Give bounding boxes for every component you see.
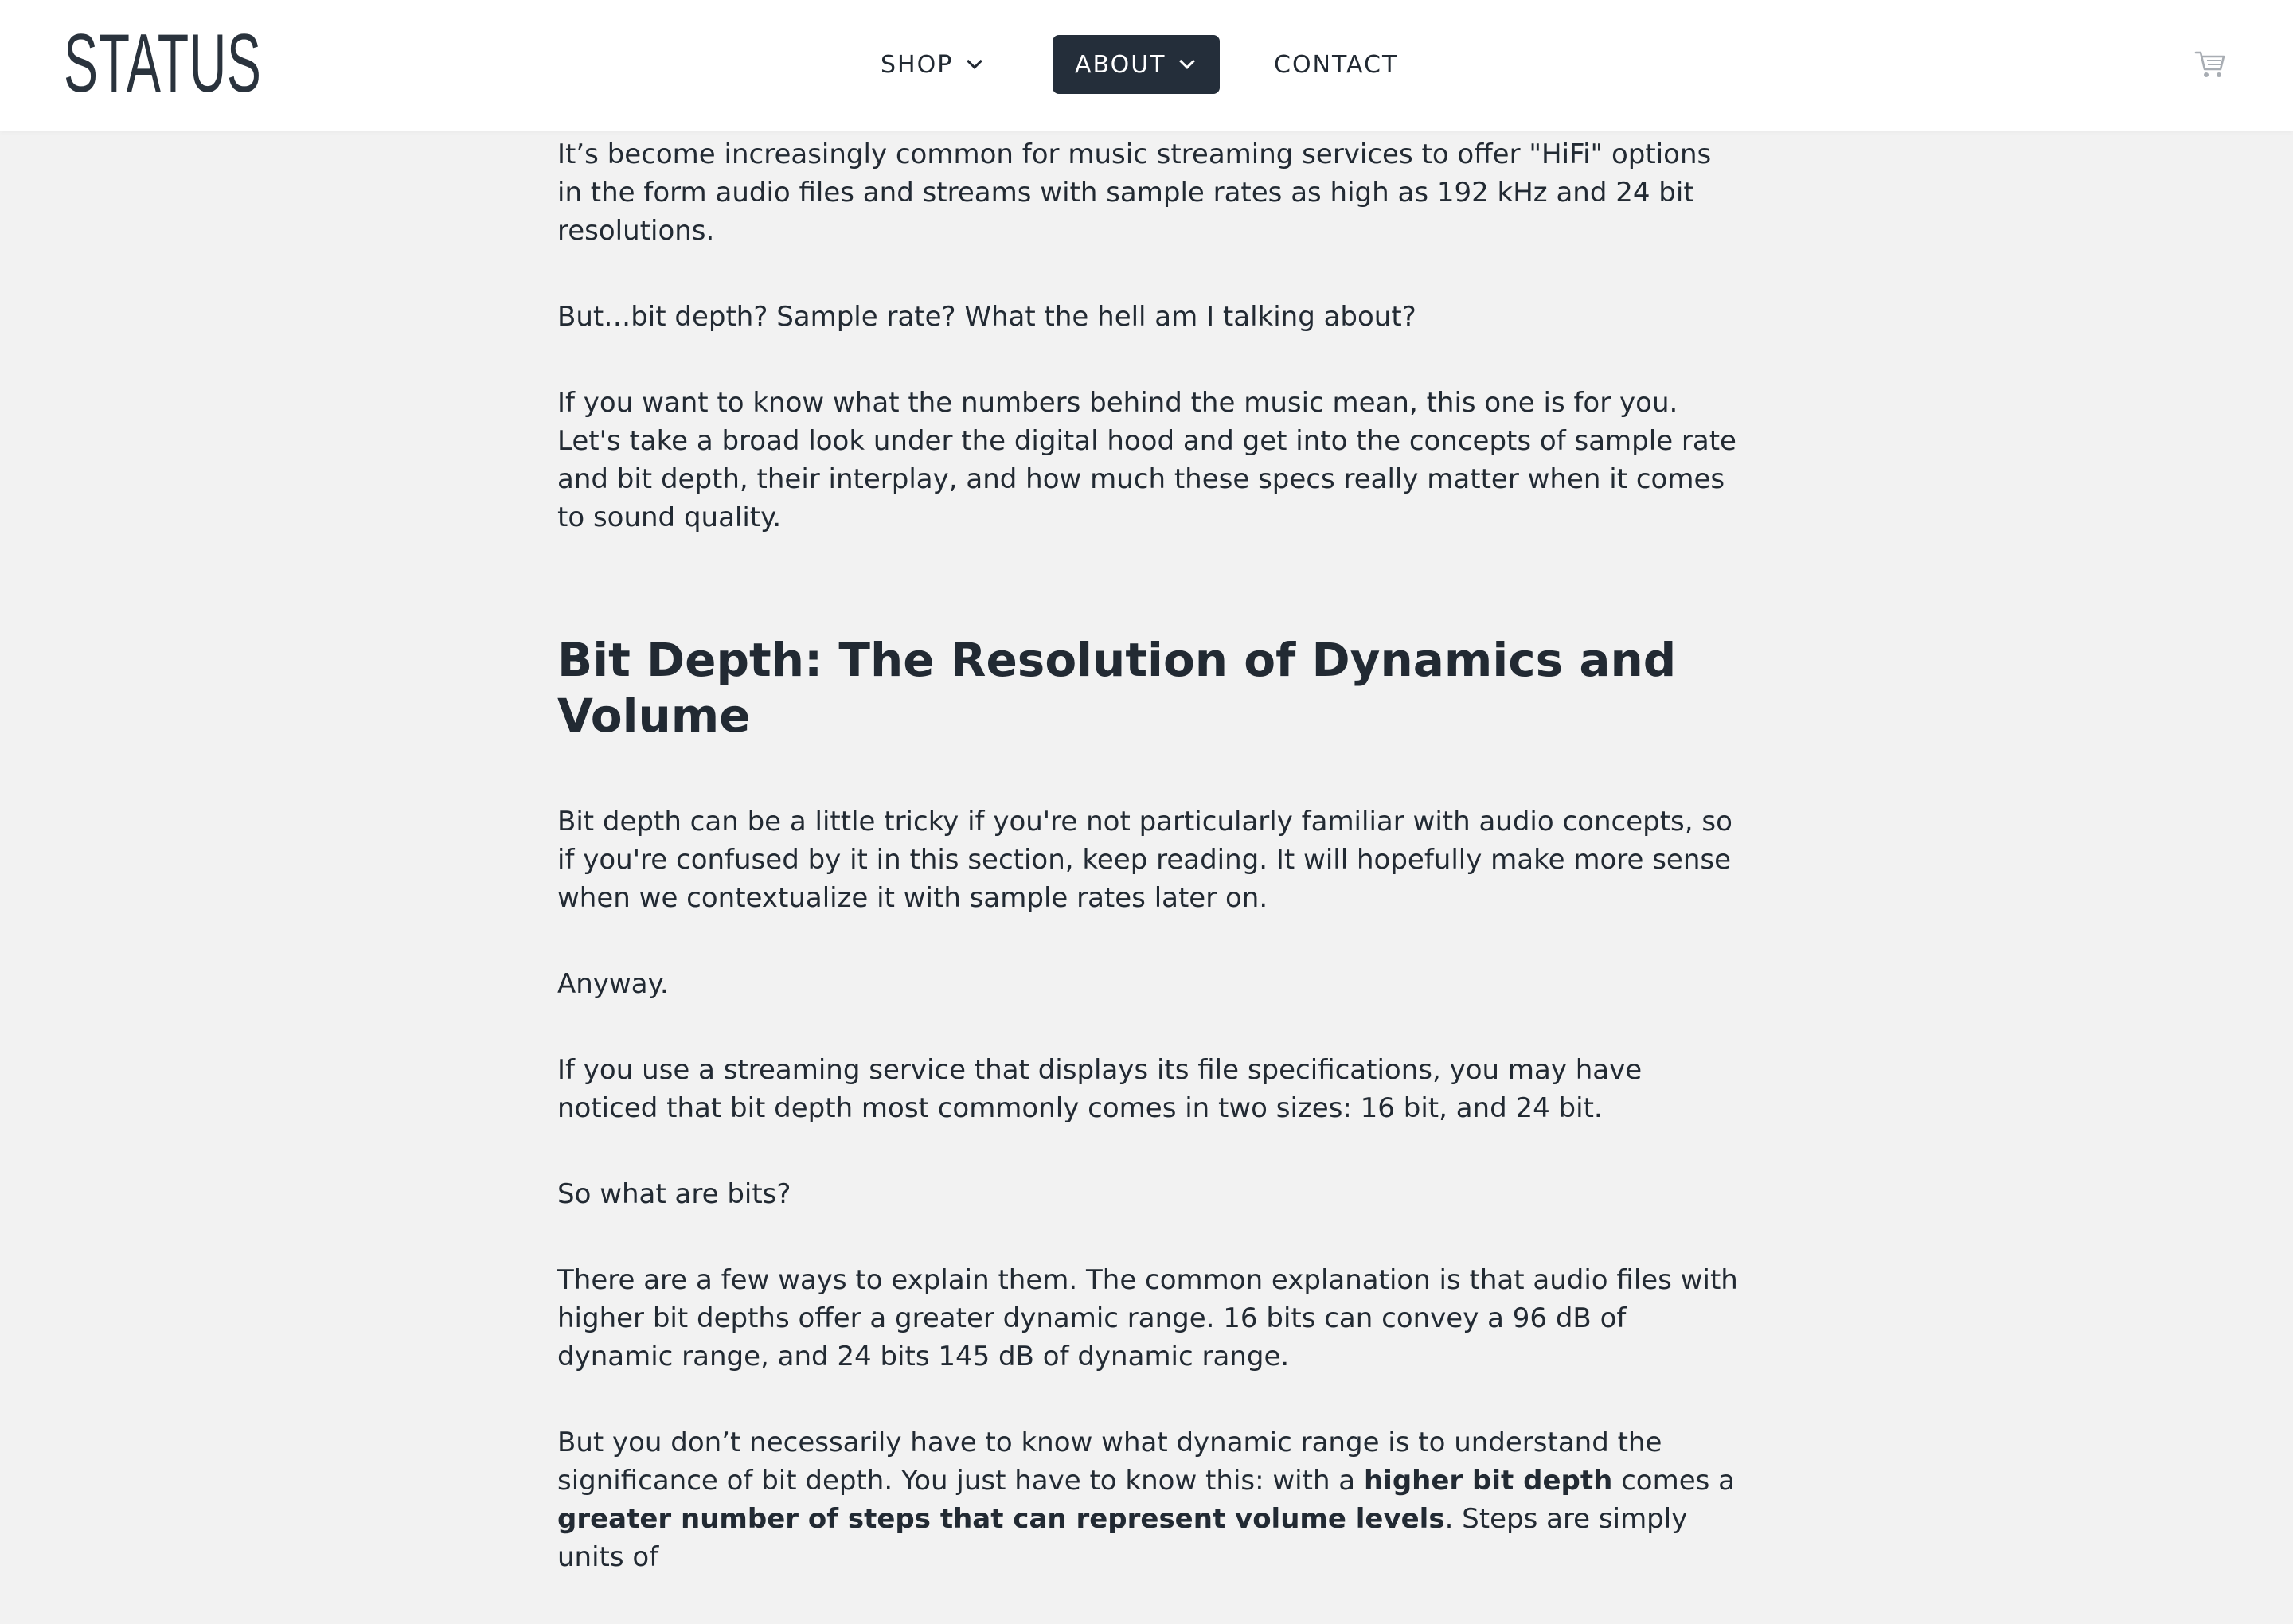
text-run: comes a: [1612, 1465, 1735, 1497]
bold-text: greater number of steps that can represent volume levels: [557, 1503, 1445, 1535]
paragraph: But…bit depth? Sample rate? What the hell am I talking about?: [557, 301, 1416, 333]
status-logo[interactable]: STATUS: [64, 18, 262, 110]
nav-shop-label: SHOP: [881, 50, 954, 79]
nav-about-label: ABOUT: [1075, 50, 1166, 79]
paragraph: It’s become increasingly common for music streaming services to offer "HiFi" options in the form audio files and streams with sample rates as high as 192 kHz and 24 bit resolutions.: [557, 139, 1712, 247]
text-run: But you don’t necessarily have to know what dynamic range is to understand the significance of bit depth. You just have to know this: with a: [557, 1427, 1662, 1497]
cart-icon-svg: [2194, 49, 2226, 80]
paragraph: Bit depth can be a little tricky if you're not particularly familiar with audio concepts, so if you're confused by it in this section, keep reading. It will hopefully make more sense when we contextualize it with sample rates later on.: [557, 806, 1732, 914]
nav-contact-label: CONTACT: [1274, 50, 1399, 79]
chevron-down-icon: [967, 53, 982, 69]
article-body: [557, 135, 1744, 1624]
site-header: [0, 0, 2293, 131]
paragraph: If you use a streaming service that displays its file specifications, you may have noticed that bit depth most commonly comes in two sizes: 16 bit, and 24 bit.: [557, 1054, 1643, 1124]
cart-icon[interactable]: [2194, 49, 2226, 80]
paragraph: [557, 1423, 1744, 1576]
paragraph: If you want to know what the numbers behind the music mean, this one is for you. Let's take a broad look under the digital hood and get into the concepts of sample rate and bit depth, their interplay, and how much these specs really matter when it comes to sound quality.: [557, 387, 1736, 533]
nav-shop[interactable]: [881, 35, 980, 94]
bold-text: higher bit depth: [1363, 1465, 1613, 1497]
paragraph: So what are bits?: [557, 1178, 791, 1210]
paragraph: There are a few ways to explain them. The common explanation is that audio files with higher bit depths offer a greater dynamic range. 16 bits can convey a 96 dB of dynamic range, and 24 bits 145 dB of dynamic range.: [557, 1264, 1738, 1372]
section-heading: Bit Depth: The Resolution of Dynamics and Volume: [557, 633, 1677, 743]
text-run: . Steps are simply units of: [557, 1503, 1688, 1573]
nav-about[interactable]: [1053, 35, 1220, 94]
nav-contact[interactable]: [1274, 35, 1398, 94]
chevron-down-icon: [1180, 53, 1196, 69]
paragraph: Anyway.: [557, 968, 669, 1000]
